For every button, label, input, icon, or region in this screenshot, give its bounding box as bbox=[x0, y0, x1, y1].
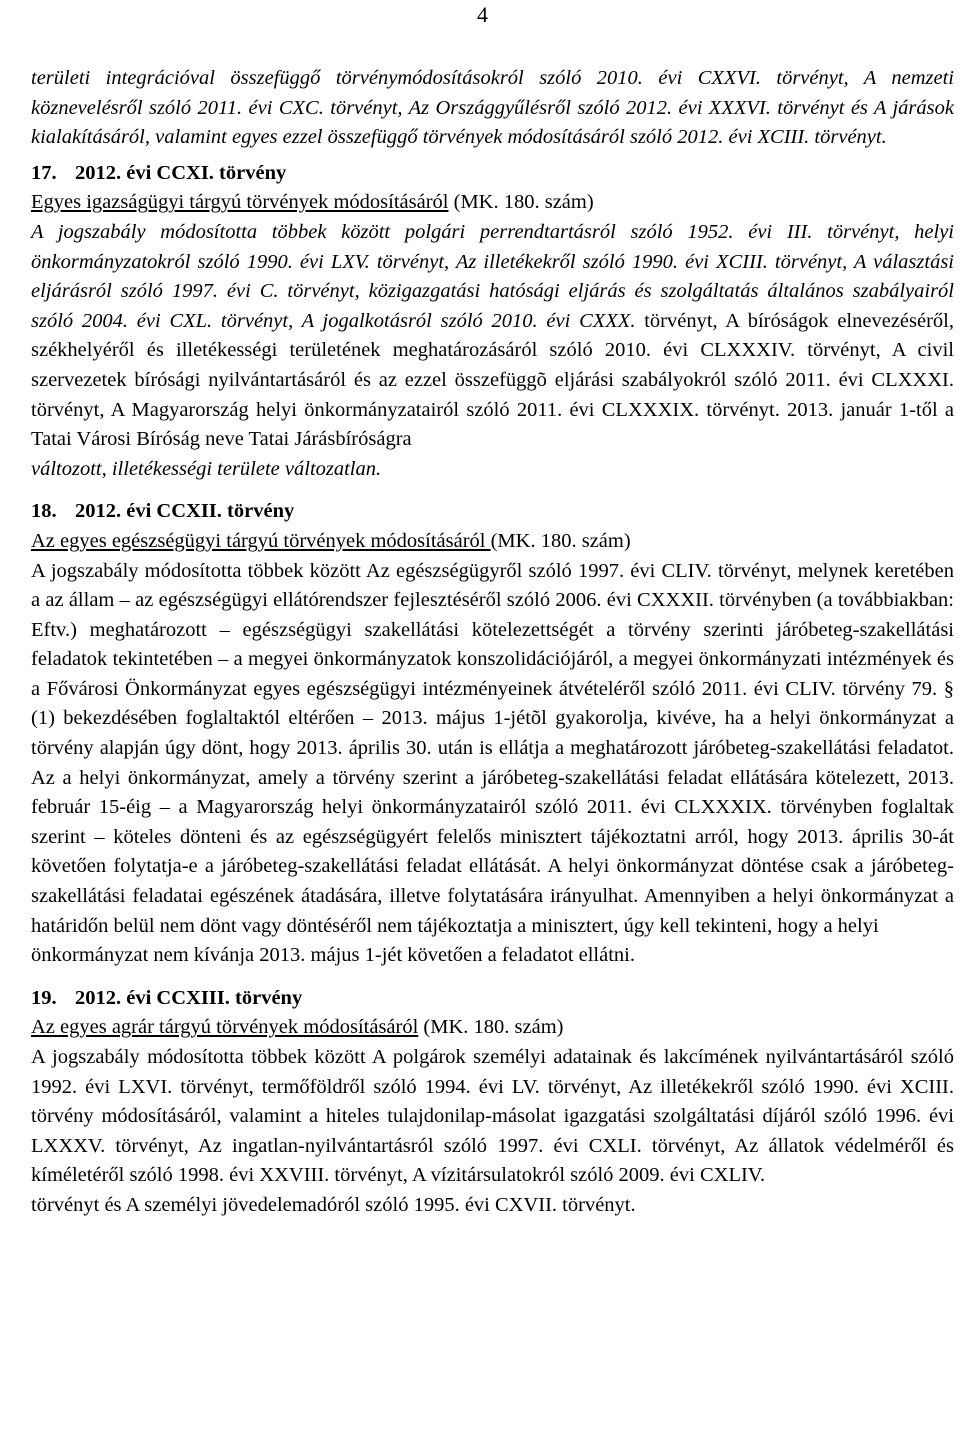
section-number: 19. bbox=[31, 986, 57, 1009]
section-body-last-line: változott, illetékességi területe változatlan. bbox=[31, 457, 382, 480]
section-subtitle: Az egyes agrár tárgyú törvények módosításáról bbox=[31, 1016, 419, 1039]
section-title: 2012. évi CCXIII. törvény bbox=[75, 986, 303, 1009]
section-18 bbox=[31, 497, 954, 971]
section-17 bbox=[31, 159, 954, 485]
gazette-reference: (MK. 180. szám) bbox=[448, 191, 594, 214]
section-subtitle-line bbox=[31, 527, 954, 557]
section-body: A jogszabály módosította többek között Az egészségügyről szóló 1997. évi CLIV. törvényt, melynek keretében a az állam – az egészségügyi ellátórendszer fejlesztéséről szóló 2006. évi CXXXII. törvényben (a továbbiakban: Eftv.) meghatározott – egészségügyi szakellátási kötelezettségét a törvény szerinti járóbeteg-szakellátási feladatok tekintetében – a megyei önkormányzatok konszolidációjáról, a megyei önkormányzati intézmények és a Fővárosi Önkormányzat egyes egészségügyi intézményeinek átvételéről szóló 2011. évi CLIV. törvény 79. § (1) bekezdésében foglaltaktól eltérően – 2013. május 1-jétõl gyakorolja, kivéve, ha a helyi önkormányzat a törvény alapján úgy dönt, hogy 2013. április 30. után is ellátja a meghatározott járóbeteg-szakellátási feladatot. Az a helyi önkormányzat, amely a törvény szerint a járóbeteg-szakellátási feladat ellátására kötelezett, 2013. február 15-éig – a Magyarország helyi önkormányzatairól szóló 2011. évi CLXXXIX. törvényben foglaltak szerint – köteles dönteni és az egészségügyért felelős minisztert tájékoztatni arról, hogy 2013. április 30-át követően folytatja-e a járóbeteg-szakellátási feladat ellátását. A helyi önkormányzat döntése csak a járóbeteg-szakellátási feladatai egészének átadására, illetve folytatására irányulhat. Amennyiben a helyi önkormányzat a határidőn belül nem dönt vagy döntéséről nem tájékoztatja a minisztert, úgy kell tekinteni, hogy a helyi bbox=[31, 559, 954, 937]
gazette-reference: (MK. 180. szám) bbox=[490, 529, 631, 552]
section-title: 2012. évi CCXI. törvény bbox=[75, 161, 287, 184]
section-number: 17. bbox=[31, 161, 57, 184]
section-body-italic: A jogszabály módosította többek között polgári perrendtartásról szóló 1952. évi III. törvényt, helyi önkormányzatokról szóló 1990. évi LXV. törvényt, Az illetékekről szóló 1990. évi XCIII. törvényt, A választási eljárásról szóló 1997. évi C. törvényt, közigazgatási hatósági eljárás és szolgáltatás általános szabályairól szóló 2004. évi CXL. törvényt, A jogalkotásról szóló 2010. évi CXXX. bbox=[31, 220, 954, 332]
section-subtitle-line bbox=[31, 188, 954, 218]
section-body: A jogszabály módosította többek között A polgárok személyi adatainak és lakcímének nyilvántartásáról szóló 1992. évi LXVI. törvényt, termőföldről szóló 1994. évi LV. törvényt, Az illetékekről szóló 1990. évi XCIII. törvény módosításáról, valamint a hiteles tulajdonilap-másolat igazgatási szolgáltatási díjáról szóló 1996. évi LXXXV. törvényt, Az ingatlan-nyilvántartásról szóló 1997. évi CXLI. törvényt, Az állatok védelméről és kíméletéről szóló 1998. évi XXVIII. törvényt, A vízitársulatokról szóló 2009. évi CXLIV. bbox=[31, 1046, 954, 1187]
section-title: 2012. évi CCXII. törvény bbox=[75, 500, 295, 523]
section-heading bbox=[31, 497, 954, 527]
section-heading bbox=[31, 984, 954, 1014]
section-body-last-line: törvényt és A személyi jövedelemadóról szóló 1995. évi CXVII. törvényt. bbox=[31, 1193, 636, 1216]
section-body-normal: törvényt, A bíróságok elnevezéséről, székhelyéről és illetékességi területének meghatározásáról szóló 2010. évi CLXXXIV. törvényt, A civil szervezetek bírósági nyilvántartásáról és az ezzel összefüggõ eljárási szabályokról szóló 2011. évi CLXXXI. törvényt, A Magyarország helyi önkormányzatairól szóló 2011. évi CLXXXIX. törvényt. 2013. január 1-től a Tatai Városi Bíróság neve Tatai Járásbíróságra bbox=[31, 309, 954, 451]
page-number: 4 bbox=[477, 2, 488, 27]
section-body-last-line: önkormányzat nem kívánja 2013. május 1-jét követően a feladatot ellátni. bbox=[31, 944, 635, 967]
section-subtitle-line bbox=[31, 1013, 954, 1043]
gazette-reference: (MK. 180. szám) bbox=[418, 1016, 564, 1039]
section-subtitle: Az egyes egészségügyi tárgyú törvények módosításáról bbox=[31, 529, 491, 552]
intro-paragraph: területi integrációval összefüggő törvénymódosításokról szóló 2010. évi CXXVI. törvényt, A nemzeti köznevelésről szóló 2011. évi CXC. törvényt, Az Országgyűlésről szóló 2012. évi XXXVI. törvényt és A járások kialakításáról, valamint egyes ezzel összefüggő törvények módosításáról szóló 2012. évi XCIII. törvényt. bbox=[31, 67, 954, 149]
section-body bbox=[31, 218, 954, 455]
section-19 bbox=[31, 984, 954, 1221]
section-subtitle: Egyes igazságügyi tárgyú törvények módosításáról bbox=[31, 191, 449, 214]
document-body bbox=[31, 64, 954, 1221]
section-number: 18. bbox=[31, 500, 57, 523]
section-heading bbox=[31, 159, 954, 189]
